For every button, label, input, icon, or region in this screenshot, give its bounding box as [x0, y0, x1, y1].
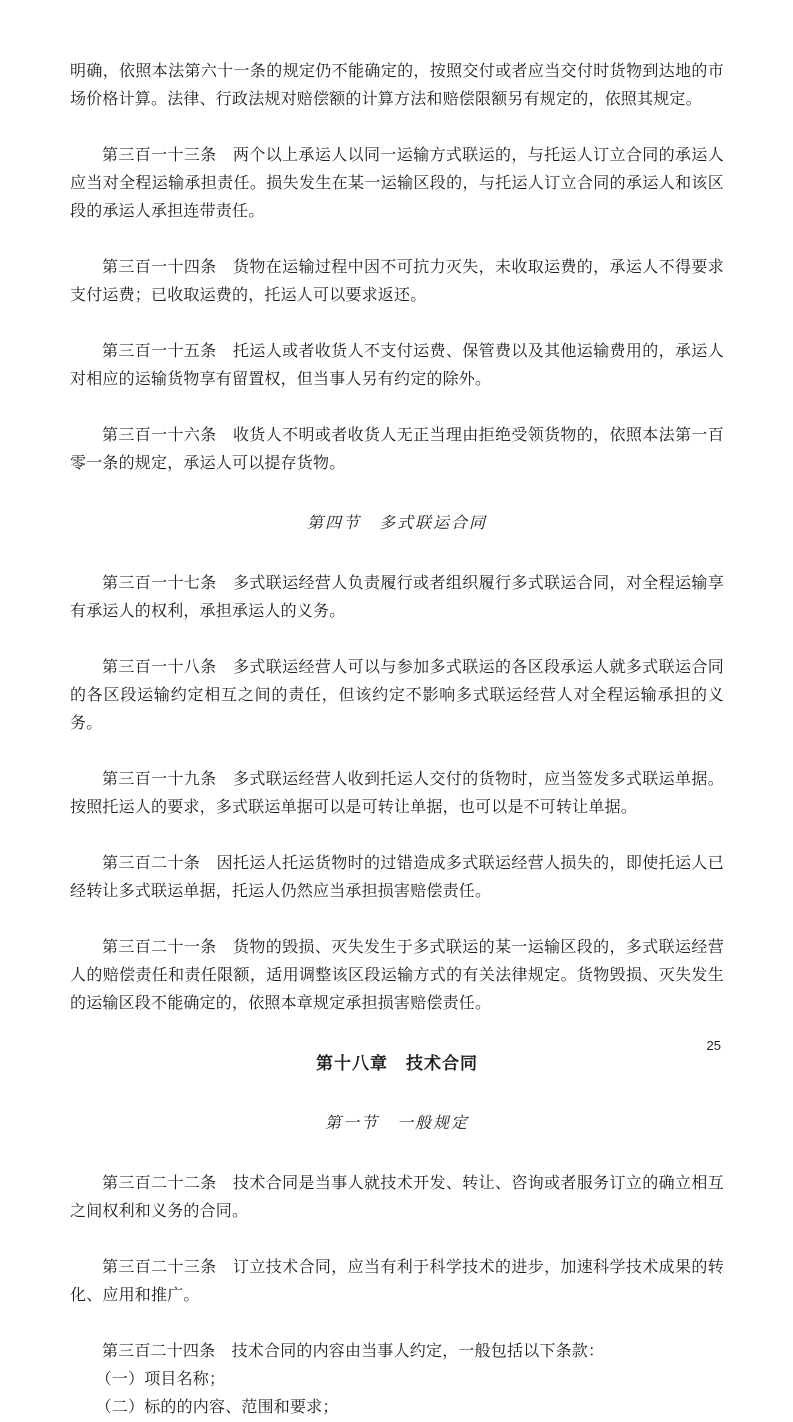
clause-list-item: （二）标的的内容、范围和要求；	[95, 1399, 339, 1416]
document-body	[70, 58, 724, 1422]
article-paragraph: 第三百一十三条 两个以上承运人以同一运输方式联运的，与托运人订立合同的承运人应当对全程运输承担责任。损失发生在某一运输区段的，与托运人订立合同的承运人和该区段的承运人承担连带责任。	[70, 147, 724, 220]
article-paragraph: 第三百一十八条 多式联运经营人可以与参加多式联运的各区段承运人就多式联运合同的各区段运输约定相互之间的责任，但该约定不影响多式联运经营人对全程运输承担的义务。	[70, 659, 724, 732]
article-paragraph: 第三百一十六条 收货人不明或者收货人无正当理由拒绝受领货物的，依照本法第一百零一条的规定，承运人可以提存货物。	[70, 427, 724, 472]
section-heading: 第四节 多式联运合同	[306, 515, 487, 532]
article-paragraph: 第三百二十四条 技术合同的内容由当事人约定，一般包括以下条款：	[102, 1343, 605, 1360]
document-page	[70, 58, 724, 1422]
article-paragraph: 第三百二十条 因托运人托运货物时的过错造成多式联运经营人损失的，即使托运人已经转让多式联运单据，托运人仍然应当承担损害赔偿责任。	[70, 855, 724, 900]
article-paragraph: 第三百一十四条 货物在运输过程中因不可抗力灭失，未收取运费的，承运人不得要求支付运费；已收取运费的，托运人可以要求返还。	[70, 259, 724, 304]
section-heading: 第一节 一般规定	[324, 1115, 469, 1132]
page-number: 25	[706, 1038, 721, 1053]
article-paragraph: 第三百二十三条 订立技术合同，应当有利于科学技术的进步，加速科学技术成果的转化、应用和推广。	[70, 1259, 724, 1304]
clause-list-item: （一）项目名称；	[95, 1371, 226, 1388]
article-paragraph: 第三百二十二条 技术合同是当事人就技术开发、转让、咨询或者服务订立的确立相互之间权利和义务的合同。	[70, 1175, 724, 1220]
article-paragraph: 第三百一十七条 多式联运经营人负责履行或者组织履行多式联运合同，对全程运输享有承运人的权利，承担承运人的义务。	[70, 575, 724, 620]
chapter-heading: 第十八章 技术合同	[316, 1054, 478, 1073]
article-paragraph: 第三百一十九条 多式联运经营人收到托运人交付的货物时，应当签发多式联运单据。按照托运人的要求，多式联运单据可以是可转让单据，也可以是不可转让单据。	[70, 771, 724, 816]
article-paragraph: 第三百二十一条 货物的毁损、灭失发生于多式联运的某一运输区段的，多式联运经营人的赔偿责任和责任限额，适用调整该区段运输方式的有关法律规定。货物毁损、灭失发生的运输区段不能确定的，依照本章规定承担损害赔偿责任。	[70, 939, 724, 1012]
article-paragraph: 第三百一十五条 托运人或者收货人不支付运费、保管费以及其他运输费用的，承运人对相应的运输货物享有留置权，但当事人另有约定的除外。	[70, 343, 724, 388]
body-paragraph: 明确，依照本法第六十一条的规定仍不能确定的，按照交付或者应当交付时货物到达地的市场价格计算。法律、行政法规对赔偿额的计算方法和赔偿限额另有规定的，依照其规定。	[70, 63, 724, 108]
